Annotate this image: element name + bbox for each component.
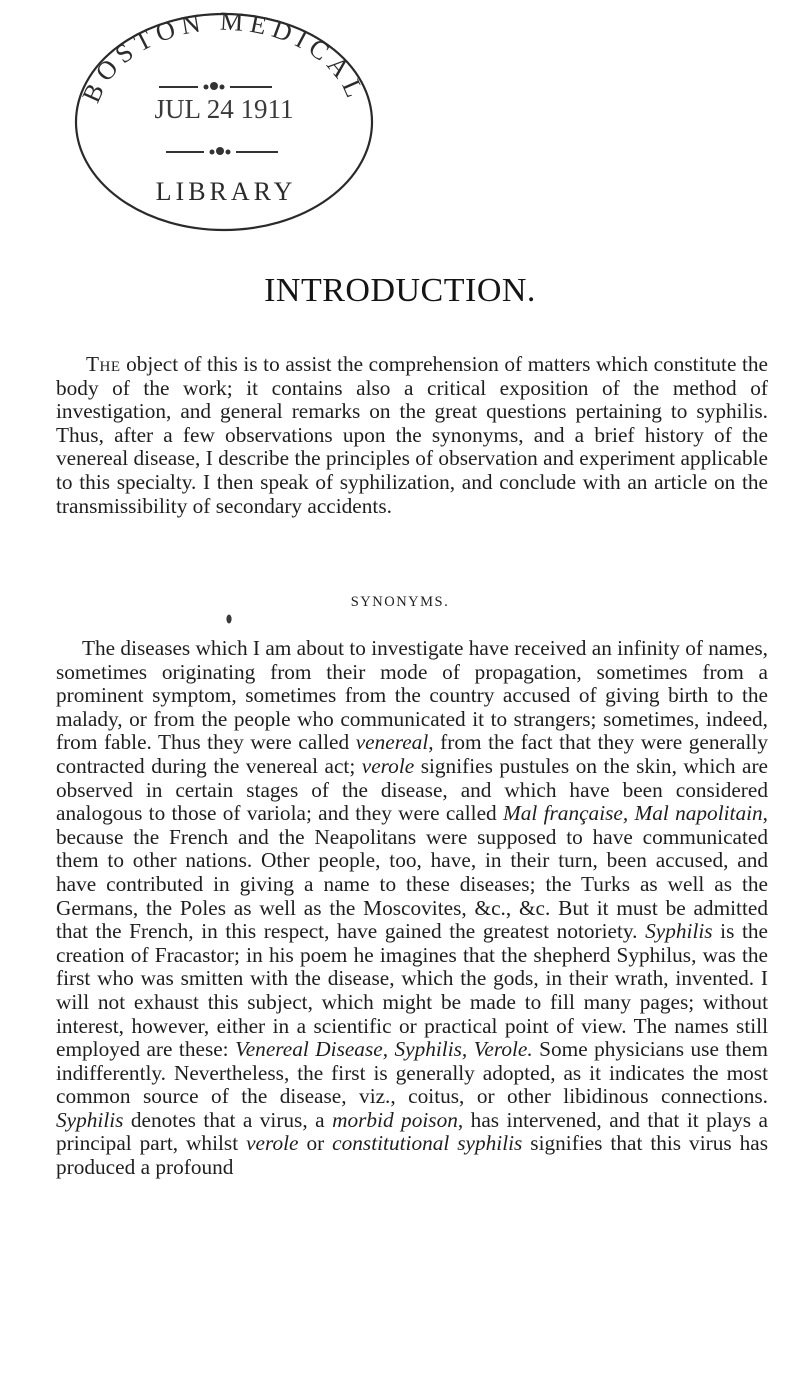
intro-paragraph-text: object of this is to assist the comprehension of matters which constitute the body of the work; it contains also a critical exposition of the method of investigation, and general remarks on the great questions pertaining to syphilis. Thus, after a few observations upon the synonyms, and a brief history of the venereal disease, I describe the principles of observation and experiment applicable to this specialty. I then speak of syphilization, and conclude with an article on the transmissibility of secondary accidents. bbox=[56, 352, 768, 518]
text-run: denotes that a virus, a bbox=[123, 1107, 333, 1132]
italic-term: constitutional syphilis bbox=[332, 1131, 523, 1156]
text-run: The diseases which I am about to investigate have received an infinity of names, sometimes originating from their mode of propagation, sometimes from a prominent symptom, sometimes from the country accused of giving birth to the malady, or from the people who communicated it to strangers; sometimes, indeed, from fable. Thus they were called bbox=[56, 636, 769, 755]
text-run: or bbox=[298, 1131, 333, 1156]
text-run: , because the French and the Neapolitans were supposed to have communicated them to other nations. Other people, too, have, in their turn, been accused, and have contributed in giving a name to these diseases; the Turks as well as the Germans, the Poles as well as the Moscovites, &c., &c. But it must be admitted that the French, in this respect, have gained the greatest notoriety. bbox=[56, 801, 768, 944]
text-run: , has intervened, and that it plays a principal part, whilst bbox=[56, 1107, 768, 1156]
italic-term: Venereal Disease, Syphilis, Verole. bbox=[235, 1037, 533, 1062]
text-run: is the creation of Fracastor; in his poem he imagines that the shepherd Syphilus, was the first who was smitten with the disease, which the gods, in their wrath, invented. I will not exhaust this subject, which might be made to fill many pages; without interest, however, either in a scientific or practical point of view. The names still employed are these: bbox=[56, 919, 769, 1062]
italic-term: verole bbox=[246, 1131, 299, 1156]
section-heading: SYNONYMS. bbox=[350, 594, 450, 610]
italic-term: verole bbox=[361, 753, 415, 778]
text-run: signifies that this virus has produced a profound bbox=[56, 1131, 768, 1180]
stamp-date: JUL 24 1911 bbox=[154, 94, 294, 124]
italic-term: morbid poison bbox=[332, 1107, 458, 1132]
italic-term: Syphilis bbox=[56, 1107, 124, 1132]
ink-speck-icon bbox=[225, 613, 233, 625]
stamp-arc-text: BOSTON MEDICAL bbox=[76, 12, 372, 107]
synonyms-paragraph bbox=[56, 637, 768, 1180]
italic-term: Mal française, Mal napolitain bbox=[503, 801, 763, 826]
text-run: , from the fact that they were generally contracted during the venereal act; bbox=[56, 730, 768, 778]
first-word: The bbox=[86, 352, 121, 376]
stamp-bottom-text: LIBRARY bbox=[155, 177, 297, 206]
page-title: INTRODUCTION. bbox=[264, 272, 536, 309]
italic-term: venereal bbox=[355, 730, 429, 755]
library-stamp bbox=[56, 12, 392, 250]
text-run: Some physicians use them indifferently. Nevertheless, the first is generally adopted, as it indicates the most common source of the disease, viz., coitus, or other libidinous connections. bbox=[56, 1037, 768, 1109]
text-run: signifies pustules on the skin, which are observed in certain stages of the disease, and which have been considered analogous to those of variola; and they were called bbox=[56, 753, 768, 826]
italic-term: Syphilis bbox=[645, 919, 713, 944]
intro-paragraph bbox=[56, 353, 768, 518]
